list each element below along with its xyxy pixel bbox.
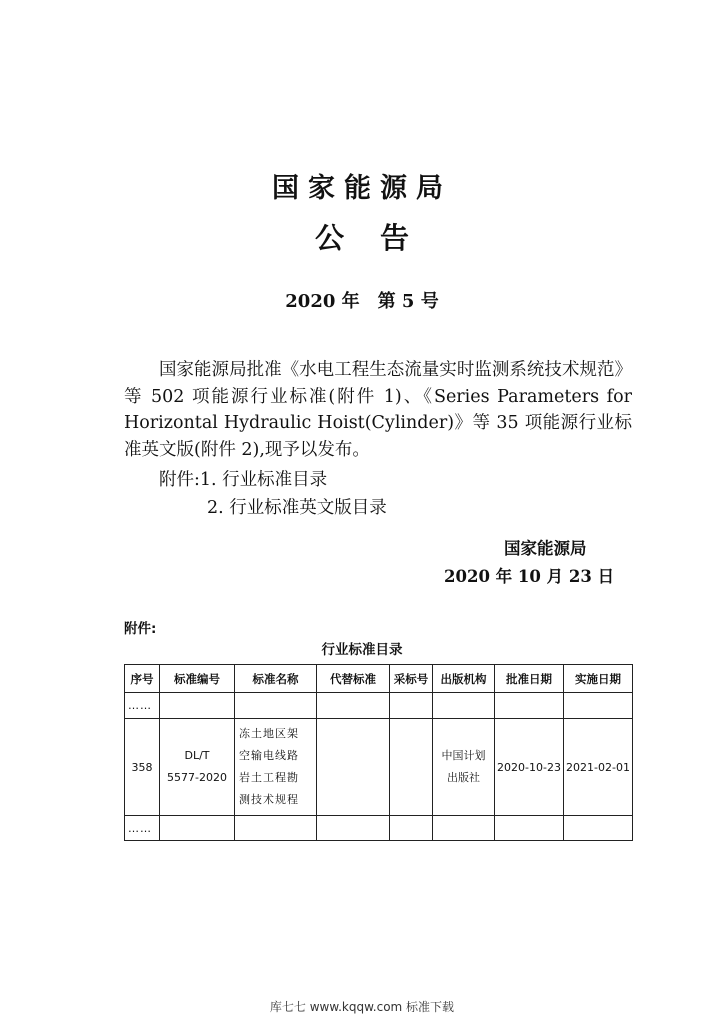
approval-date-cell: 2020-10-23 bbox=[495, 719, 564, 816]
attachment-label: 附件: bbox=[124, 621, 157, 637]
column-header-publisher: 出版机构 bbox=[433, 665, 495, 693]
table-header-row bbox=[125, 665, 633, 693]
effective-date-cell: 2021-02-01 bbox=[564, 719, 633, 816]
name-line: 冻土地区架 bbox=[239, 727, 299, 740]
adopted-cell bbox=[390, 719, 433, 816]
footer-watermark-text: 库七七 www.kqqw.com 标准下载 bbox=[269, 1000, 455, 1014]
name-line: 岩土工程勘 bbox=[239, 771, 299, 784]
code-cell bbox=[160, 719, 235, 816]
publisher-line: 中国计划 bbox=[441, 749, 486, 762]
table-title: 行业标准目录 bbox=[321, 642, 403, 658]
document-number: 2020 年 第 5 号 bbox=[285, 291, 439, 312]
table-row bbox=[125, 693, 633, 719]
seq-cell: 358 bbox=[125, 719, 160, 816]
column-header-approval-date: 批准日期 bbox=[495, 665, 564, 693]
attachment-line-2: 2. 行业标准英文版目录 bbox=[207, 498, 387, 518]
signature-organization: 国家能源局 bbox=[504, 539, 587, 558]
column-header-name: 标准名称 bbox=[235, 665, 317, 693]
ellipsis-cell: …… bbox=[125, 816, 160, 841]
column-header-effective-date: 实施日期 bbox=[564, 665, 633, 693]
column-header-adopted: 采标号 bbox=[390, 665, 433, 693]
table-row bbox=[125, 816, 633, 841]
name-line: 空输电线路 bbox=[239, 749, 299, 762]
code-line: 5577-2020 bbox=[167, 771, 227, 784]
table-row bbox=[125, 719, 633, 816]
column-header-seq: 序号 bbox=[125, 665, 160, 693]
issuing-organization-title: 国家能源局 bbox=[272, 173, 452, 204]
name-line: 测技术规程 bbox=[239, 793, 299, 806]
standards-table bbox=[124, 664, 633, 841]
attachment-line-1: 附件:1. 行业标准目录 bbox=[159, 470, 328, 490]
column-header-code: 标准编号 bbox=[160, 665, 235, 693]
code-line: DL/T bbox=[184, 749, 210, 762]
document-type-title: 公告 bbox=[314, 221, 445, 255]
announcement-paragraph: 国家能源局批准《水电工程生态流量实时监测系统技术规范》等 502 项能源行业标准(附件 1)、《Series Parameters for Horizontal Hydraulic Hoist(Cylinder)》等 35 项能源行业标准英文版(附件 2),现予以发布。 bbox=[124, 360, 632, 460]
publisher-line: 出版社 bbox=[447, 771, 480, 784]
ellipsis-cell: …… bbox=[125, 693, 160, 719]
column-header-replaces: 代替标准 bbox=[317, 665, 390, 693]
name-cell bbox=[235, 719, 317, 816]
publisher-cell bbox=[433, 719, 495, 816]
signature-date: 2020 年 10 月 23 日 bbox=[444, 567, 615, 586]
replaces-cell bbox=[317, 719, 390, 816]
